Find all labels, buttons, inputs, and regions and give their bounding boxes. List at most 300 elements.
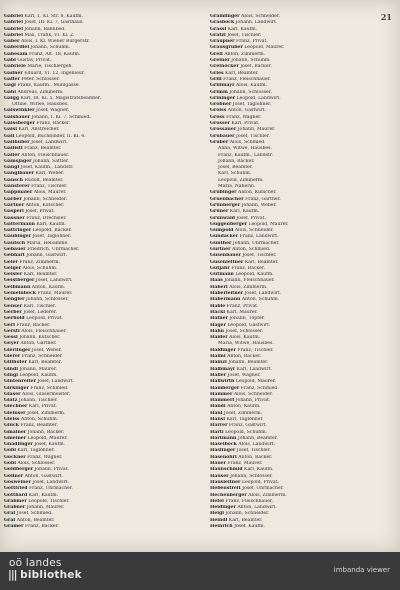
entry-details: Johann, Schlosser.	[229, 89, 272, 95]
entry-surname: Hasenöhrl	[210, 454, 237, 460]
entry-surname: Gruber	[210, 139, 229, 145]
entry-surname: Hainzl	[210, 360, 227, 366]
entry-details: Franz, Maurer.	[37, 291, 73, 297]
entry-details: Franz, Alt. 18, Kaufm.	[28, 51, 81, 57]
entry-details: Johann, Töpfer.	[229, 316, 265, 322]
entry-surname: Gabriel	[4, 14, 23, 19]
entry-details: Andreas, Zimmerm.	[17, 89, 64, 95]
entry-surname: Gleinser	[4, 410, 26, 416]
entry-details: Friedrich, Uhrmacher.	[27, 246, 80, 252]
entry-surname: Garber	[4, 196, 22, 202]
entry-details: Alois, Schneider.	[241, 14, 280, 19]
entry-details: Karl, Maurer.	[226, 309, 258, 315]
entry-details: Johann, Maurer.	[237, 127, 276, 133]
entry-surname: Grabmer	[4, 498, 27, 504]
entry-details: Karl, Privat.	[231, 121, 260, 127]
entry-details: Leopold, Maurer.	[235, 379, 276, 385]
entry-details: Ottilie, Witwe, Hausbes.	[12, 102, 69, 108]
entry-surname: Haunschmid	[210, 467, 243, 473]
entry-details: Maria, Hebamme.	[26, 240, 69, 246]
entry-details: Anton, Schuhm.	[241, 297, 280, 303]
entry-surname: Hechenberger	[210, 492, 247, 498]
entry-surname: Handl	[210, 404, 226, 410]
entry-surname: Grabner	[4, 505, 26, 511]
entry-details: Josef, Weber.	[31, 347, 62, 353]
entry-surname: Grausgruber	[210, 45, 243, 51]
entry-surname: Gramer	[4, 524, 24, 530]
entry-surname: Grossauer	[210, 127, 237, 133]
entry-surname: Gumpold	[210, 228, 234, 234]
entry-surname: Hafner	[210, 316, 228, 322]
entry-details: Karl, Privat.	[28, 404, 58, 410]
entry-details: Karl, Kaufm.	[244, 467, 274, 473]
entry-details: Alois, Maurer.	[33, 190, 67, 196]
entry-details: Johann, Schuhm.	[231, 58, 271, 64]
entry-details: Franz, Tischler.	[31, 184, 68, 190]
entry-details: Karl, Schuhm.	[218, 171, 252, 177]
entry-details: Johann, Bäcker.	[27, 429, 65, 435]
entry-details: Anton, Schuhm.	[20, 417, 59, 422]
entry-details: Franz, Kaufm., Mühlgasse.	[17, 83, 80, 89]
entry-surname: Gebhart	[4, 253, 25, 259]
entry-details: Johann, Uhrmacher.	[232, 240, 280, 246]
entry-surname: Gattermann	[4, 221, 36, 227]
entry-surname: Grobner	[210, 102, 232, 108]
entry-details: Johann, Maurer.	[19, 366, 58, 372]
entry-details: Anton, Bäcker.	[238, 454, 273, 460]
entry-details: Franz, Fleischhauer.	[223, 76, 271, 82]
entry-details: Alois, Zimmerm.	[229, 284, 268, 290]
entry-surname: Hackl	[210, 309, 226, 315]
entry-surname: Gengler	[4, 297, 25, 303]
entry-surname: Gaiswinkler	[4, 108, 35, 114]
entry-details: Josef, III. Kl. 7, Gasthaus.	[24, 20, 84, 26]
logo-line1: oö landes	[9, 557, 62, 569]
entry-details: Josef, Wagner.	[227, 372, 261, 378]
entry-surname: Gaissberger	[4, 121, 35, 127]
entry-surname: Gabriele	[4, 64, 26, 70]
entry-surname: Gebauer	[4, 246, 26, 252]
entry-details: Karl, Beamter.	[28, 360, 63, 366]
entry-details: Alois, Schneider.	[233, 391, 273, 397]
entry-surname: Gähl	[4, 89, 16, 95]
entry-details: Anton, Gärtner.	[20, 341, 57, 347]
entry-surname: Gindl	[4, 366, 18, 372]
page-number: 21	[380, 12, 392, 22]
entry-surname: Gaubinger	[4, 234, 32, 240]
entry-details: Johann, Bahnbed.	[24, 26, 66, 32]
entry-details: Josef, Bäcker.	[240, 64, 272, 70]
entry-details: Josef, Landwirt.	[37, 379, 75, 385]
entry-details: Johann, Schneider.	[225, 511, 270, 517]
entry-surname: Gabriel	[4, 20, 23, 26]
entry-surname: Gassner	[4, 215, 25, 221]
entry-surname: Glatz	[4, 398, 18, 404]
entry-surname: Gangl	[4, 165, 20, 171]
entry-details: Josef, Taglöhner.	[232, 102, 272, 108]
entry-details: Anton, Kaufm.	[227, 404, 261, 410]
entry-details: Franz, Fleischhauer.	[225, 498, 274, 504]
entry-details: Alois, Fleischhauer.	[21, 328, 67, 334]
entry-details: Johann, Schlosser.	[230, 473, 273, 479]
entry-details: Johann, Fleischhauer.	[224, 278, 275, 284]
entry-details: Karl, Beamter.	[228, 517, 263, 523]
entry-details: Alois, I. Kl. Wiener Bürgerstr.	[20, 39, 90, 45]
entry-surname: Haas	[210, 278, 223, 284]
entry-details: Karl, Anstreicher.	[18, 127, 60, 133]
entry-surname: Gramlinger	[210, 14, 240, 19]
entry-surname: Hable	[210, 303, 226, 309]
entry-details: Anton, Schmied.	[231, 246, 271, 252]
entry-surname: Göbl	[4, 461, 16, 467]
entry-details: Josef, Tischler.	[227, 32, 262, 38]
entry-details: Karl, III. Kl. 5, Magistratsbeamter.	[20, 95, 101, 101]
entry-details: Josef, Privat.	[236, 215, 266, 221]
entry-details: Alois, Glasermeister.	[22, 391, 71, 397]
entry-details: Franz, Privat.	[226, 303, 259, 309]
entry-surname: Heidinger	[210, 505, 236, 511]
entry-surname: Geiger	[4, 265, 22, 271]
entry-surname: Gattringer	[4, 228, 32, 234]
entry-surname: Gnadlinger	[4, 442, 33, 448]
entry-details: Alois, Schmied.	[229, 139, 266, 145]
entry-surname: Haidinger	[210, 347, 236, 353]
entry-details: Franz, Gastwirt.	[228, 423, 267, 429]
logo-line2: bibliothek	[20, 569, 82, 581]
entry-details: Anton, Kaufm.	[31, 284, 66, 290]
entry-surname: Gerber	[4, 309, 22, 315]
entry-details: Johann, Tischler.	[18, 398, 58, 404]
entry-surname: Glück	[4, 423, 19, 429]
entry-surname: Grillmayr	[210, 83, 235, 89]
entry-details: Alois, Schuhm.	[22, 265, 58, 271]
entry-surname: Grimm	[210, 89, 228, 95]
entry-surname: Gruenbacher	[210, 196, 244, 202]
entry-details: Franz, Wagner.	[226, 114, 262, 120]
entry-surname: Hahn	[210, 328, 224, 334]
entry-details: Anna, Witwe, Hausbes.	[218, 146, 272, 152]
entry-details: Karl, 1. Kl. Str. 8, Kaufm.	[24, 14, 83, 19]
entry-details: Josef, Landwirt.	[35, 278, 73, 284]
entry-surname: Gerl	[4, 322, 16, 328]
entry-details: Franz, Zimmerm.	[19, 259, 60, 265]
entry-details: Johann, Schneider.	[23, 196, 68, 202]
entry-surname: Gessl	[4, 335, 18, 341]
entry-details: Anton, Gastwirt.	[227, 108, 267, 114]
entry-surname: Gusenbauer	[210, 253, 241, 259]
entry-surname: Gösweiner	[4, 479, 31, 485]
entry-surname: Gabesam	[4, 51, 28, 57]
entry-surname: Gries	[210, 70, 224, 76]
entry-details: Karl, Kaufm.	[227, 26, 258, 32]
entry-details: Marie, Tischlergeh.	[27, 64, 73, 70]
entry-surname: Gratzl	[210, 32, 226, 38]
entry-details: Johann, I. Kl. 7, Schmied.	[31, 114, 91, 120]
entry-details: Johann, Gastwirt.	[26, 253, 68, 259]
entry-surname: Haslinger	[210, 448, 236, 454]
entry-details: Karl, Beamter.	[244, 259, 279, 265]
entry-surname: Hager	[210, 322, 226, 328]
directory-entry	[210, 524, 396, 530]
entry-details: Karl, Kaufm.	[28, 492, 59, 498]
entry-surname: Haberl	[210, 284, 228, 290]
entry-details: Franz, Drechsler.	[26, 215, 67, 221]
entry-details: Johann, Beamter.	[228, 360, 269, 366]
entry-surname: Hallwirth	[210, 379, 235, 385]
entry-details: Josef, Tischler.	[236, 448, 271, 454]
entry-details: Leopold, Maurer.	[27, 435, 68, 441]
entry-surname: Gintenreiter	[4, 379, 36, 385]
entry-details: Anton, Bäcker.	[227, 354, 262, 360]
entry-surname: Grininger	[210, 95, 236, 101]
entry-details: Josef, Beamter.	[218, 165, 254, 171]
entry-surname: Glaser	[4, 391, 21, 397]
entry-surname: Galler	[4, 152, 20, 158]
entry-surname: Gockner	[4, 454, 26, 460]
entry-surname: Gall	[4, 133, 15, 139]
entry-details: Franz, Bäcker.	[231, 265, 266, 271]
entry-surname: Gaigg	[4, 95, 20, 101]
entry-surname: Grosser	[210, 121, 230, 127]
logo-bars-icon: |||	[8, 569, 20, 581]
entry-surname: Groiss	[210, 108, 227, 114]
entry-surname: Grünwald	[210, 215, 235, 221]
entry-details: Alois, Landwirt.	[238, 442, 276, 448]
entry-surname: Guggenberger	[210, 221, 248, 227]
entry-details: Leopold, Kaufm.	[235, 272, 274, 278]
entry-surname: Geyer	[4, 341, 19, 347]
entry-surname: Gierer	[4, 354, 21, 360]
entry-surname: Goldberger	[4, 467, 34, 473]
entry-details: Josef, Taglöhner.	[32, 234, 72, 240]
entry-details: Karl, Beamter.	[23, 272, 58, 278]
entry-surname: Haselböck	[210, 442, 237, 448]
entry-details: Johann, Privat.	[34, 467, 70, 473]
entry-details: Josef, Kaufm., Landstr.	[20, 165, 74, 171]
entry-surname: Göllner	[4, 473, 24, 479]
entry-surname: Greil	[210, 51, 223, 57]
entry-surname: Gross	[210, 114, 225, 120]
entry-details: Josef, Lederer.	[23, 309, 57, 315]
entry-surname: Haiml	[210, 354, 226, 360]
entry-details: Josef, Kaufm.	[34, 442, 66, 448]
entry-details: Karl, Landwirt.	[236, 366, 273, 372]
entry-surname: Hammer	[210, 391, 233, 397]
entry-details: Johann, Kutscher.	[19, 335, 61, 341]
entry-surname: Gerstl	[4, 328, 20, 334]
entry-surname: Grubauer	[210, 133, 235, 139]
entry-details: Max, Trafik, VI. Kl. 2.	[24, 32, 75, 38]
entry-surname: Gaisl	[4, 127, 17, 133]
entry-details: Karl, Weber.	[35, 171, 65, 177]
entry-details: Leopold, Landwirt.	[236, 95, 281, 101]
entry-surname: Gemeinböck	[4, 291, 36, 297]
entry-surname: Gaber	[4, 39, 20, 45]
entry-details: Josef, Zimmerm.	[27, 410, 66, 416]
entry-details: Franz, Schmied.	[30, 385, 69, 391]
entry-surname: Haller	[210, 372, 227, 378]
entry-surname: Genser	[4, 303, 23, 309]
entry-surname: Gurtner	[210, 246, 231, 252]
entry-surname: Hausleitner	[210, 479, 241, 485]
entry-details: Karl, Beamter.	[225, 70, 259, 76]
entry-surname: Greinöcker	[210, 64, 239, 70]
entry-details: Alois, Zimmerm.	[248, 492, 287, 498]
entry-surname: Graupner	[210, 39, 235, 45]
entry-surname: Gusenleitner	[210, 259, 244, 265]
entry-surname: Grünberger	[210, 202, 241, 208]
entry-surname: Gmeiner	[4, 435, 27, 441]
entry-details: Anton, Kutscher.	[238, 190, 277, 196]
entry-surname: Gallistl	[4, 146, 23, 152]
entry-details: Leopold, Privat.	[241, 479, 279, 485]
entry-details: Franz, Tischler.	[237, 347, 274, 353]
entry-details: Johann, Maurer.	[26, 505, 65, 511]
entry-details: Franz, Bäcker.	[16, 322, 51, 328]
entry-details: Karl, Taglöhner.	[226, 417, 264, 422]
entry-surname: Gundacker	[210, 234, 239, 240]
entry-details: Anton, Fleischhauer.	[21, 152, 70, 158]
entry-details: Alois, Kaufm.	[235, 83, 267, 89]
entry-surname: Gaberdiel	[4, 45, 30, 51]
entry-surname: Glechner	[4, 404, 28, 410]
entry-surname: Grassl	[210, 26, 227, 32]
entry-surname: Hebenstreit	[210, 486, 241, 492]
entry-surname: Habermann	[210, 297, 241, 303]
entry-details: Franz, Beamter.	[24, 146, 62, 152]
entry-details: Johann, Schuhm.	[30, 45, 71, 51]
entry-details: Franz, Wagner.	[27, 454, 63, 460]
entry-details: Peter, Schlosser.	[21, 76, 60, 82]
entry-surname: Gottfried	[4, 486, 28, 492]
entry-details: Karl, Taglöhner.	[17, 448, 55, 454]
entry-details: Anton, Gastwirt.	[24, 473, 63, 479]
entry-surname: Gabl	[4, 58, 16, 64]
entry-surname: Gmainer	[4, 429, 27, 435]
entry-surname: Grill	[210, 76, 222, 82]
entry-details: Leopold, Kaufm.	[19, 372, 58, 378]
entry-surname: Gärtner	[4, 202, 25, 208]
entry-surname: Gappmaier	[4, 190, 33, 196]
entry-surname: Grubinger	[210, 190, 237, 196]
entry-surname: Gräf	[4, 517, 16, 523]
entry-surname: Gallhuber	[4, 139, 30, 145]
entry-surname: Gadner	[4, 70, 23, 76]
entry-surname: Hefel	[210, 498, 224, 504]
entry-details: Eduard, VI. 12, Ingenieur.	[24, 70, 85, 76]
entry-details: Franz, Bäcker.	[25, 524, 59, 530]
entry-details: Karl, Kaufm.	[229, 209, 260, 215]
entry-details: Leopold, Bäcker.	[32, 228, 72, 234]
entry-surname: Gagl	[4, 83, 16, 89]
entry-surname: Haider	[210, 335, 228, 341]
entry-surname: Geisler	[4, 272, 23, 278]
entry-details: Anton, Beamter.	[16, 517, 55, 523]
entry-surname: Hansl	[210, 417, 225, 422]
entry-details: Johann, Weber.	[241, 202, 277, 208]
entry-details: Leopold, Tischler.	[28, 498, 70, 504]
entry-surname: Gotthard	[4, 492, 28, 498]
entry-surname: Gansch	[4, 177, 23, 183]
entry-details: Josef, Wagner.	[36, 108, 69, 114]
entry-details: Karl, Tischler.	[23, 303, 57, 309]
entry-details: Leopold, Maurer.	[248, 221, 289, 227]
entry-surname: Hartmann	[210, 435, 237, 441]
entry-details: Franz, Beamter.	[20, 423, 58, 429]
entry-surname: Heinrich	[210, 524, 233, 530]
entry-surname: Gautsch	[4, 240, 26, 246]
entry-surname: Grüner	[210, 209, 229, 215]
entry-surname: Gelbmann	[4, 284, 31, 290]
entry-details: Franz, Landwirt.	[239, 234, 279, 240]
entry-details: Johann, Privat.	[235, 398, 271, 404]
entry-details: Anton, Kutscher.	[25, 202, 65, 208]
entry-surname: Gabriel	[4, 32, 23, 38]
entry-details: Alois, Kaufm.	[229, 335, 261, 341]
entry-surname: Gutjahr	[210, 265, 230, 271]
entry-details: Maria, Witwe, Hausbes.	[218, 341, 274, 347]
entry-surname: Hauser	[210, 473, 229, 479]
entry-details: Josef, Tischler.	[236, 133, 270, 139]
entry-surname: Grasböck	[210, 20, 235, 26]
viewer-footer	[0, 552, 400, 590]
entry-surname: Gingl	[4, 372, 18, 378]
entry-surname: Hammerl	[210, 398, 235, 404]
entry-details: Alois, Schneider.	[234, 228, 274, 234]
entry-details: Josef, Landwirt.	[32, 479, 70, 485]
entry-surname: Greiner	[210, 58, 230, 64]
entry-details: Josef, Uhrmacher.	[242, 486, 284, 492]
entry-surname: Gasperl	[4, 209, 24, 215]
entry-details: Johann, Bäcker.	[218, 158, 255, 164]
entry-details: Karl, Kaufm.	[36, 221, 66, 227]
entry-details: Franz, Bäcker.	[36, 121, 71, 127]
entry-details: Leopold, Buchbinder, II. Kl. 4.	[15, 133, 86, 139]
entry-surname: Geistberger	[4, 278, 35, 284]
entry-details: Franz, Maurer.	[227, 461, 263, 467]
entry-surname: Hartl	[210, 429, 224, 435]
entry-details: Leopold, Privat.	[26, 316, 64, 322]
entry-surname: Ganglbauer	[4, 171, 35, 177]
entry-surname: Gobl	[4, 448, 16, 454]
entry-details: Leopold, Maurer.	[244, 45, 285, 51]
entry-details: Franz, Privat.	[236, 39, 268, 45]
entry-details: Josef, Schlosser.	[225, 328, 264, 334]
entry-details: Alois, Schlosser.	[17, 461, 56, 467]
entry-details: Anton, Landwirt.	[237, 505, 277, 511]
entry-details: Franz, Kaufm., Landstr.	[218, 152, 274, 158]
entry-surname: Gillhofer	[4, 360, 27, 366]
entry-surname: Heigl	[210, 511, 224, 517]
entry-details: Johann, Landwirt.	[235, 20, 278, 26]
entry-surname: Girkinger	[4, 385, 29, 391]
entry-details: Franz, Schneider.	[21, 354, 63, 360]
entry-details: Franz, Uhrmacher.	[28, 486, 73, 492]
entry-details: Josef, Privat.	[25, 209, 55, 215]
column-left	[4, 14, 190, 530]
entry-details: Maria, Näherin.	[218, 184, 256, 190]
viewer-label[interactable]: imbanda viewer	[333, 566, 390, 574]
entry-details: Johann, Sattler.	[33, 158, 70, 164]
entry-details: Rudolf, Beamter.	[24, 177, 64, 183]
library-logo[interactable]	[8, 557, 82, 581]
entry-surname: Gierlinger	[4, 347, 31, 353]
entry-surname: Heindl	[210, 517, 228, 523]
entry-surname: Geier	[4, 259, 18, 265]
entry-details: Leopold, Zimmerm.	[218, 177, 264, 183]
entry-details: Josef, Landwirt.	[244, 291, 282, 297]
entry-surname: Graf	[4, 511, 16, 517]
